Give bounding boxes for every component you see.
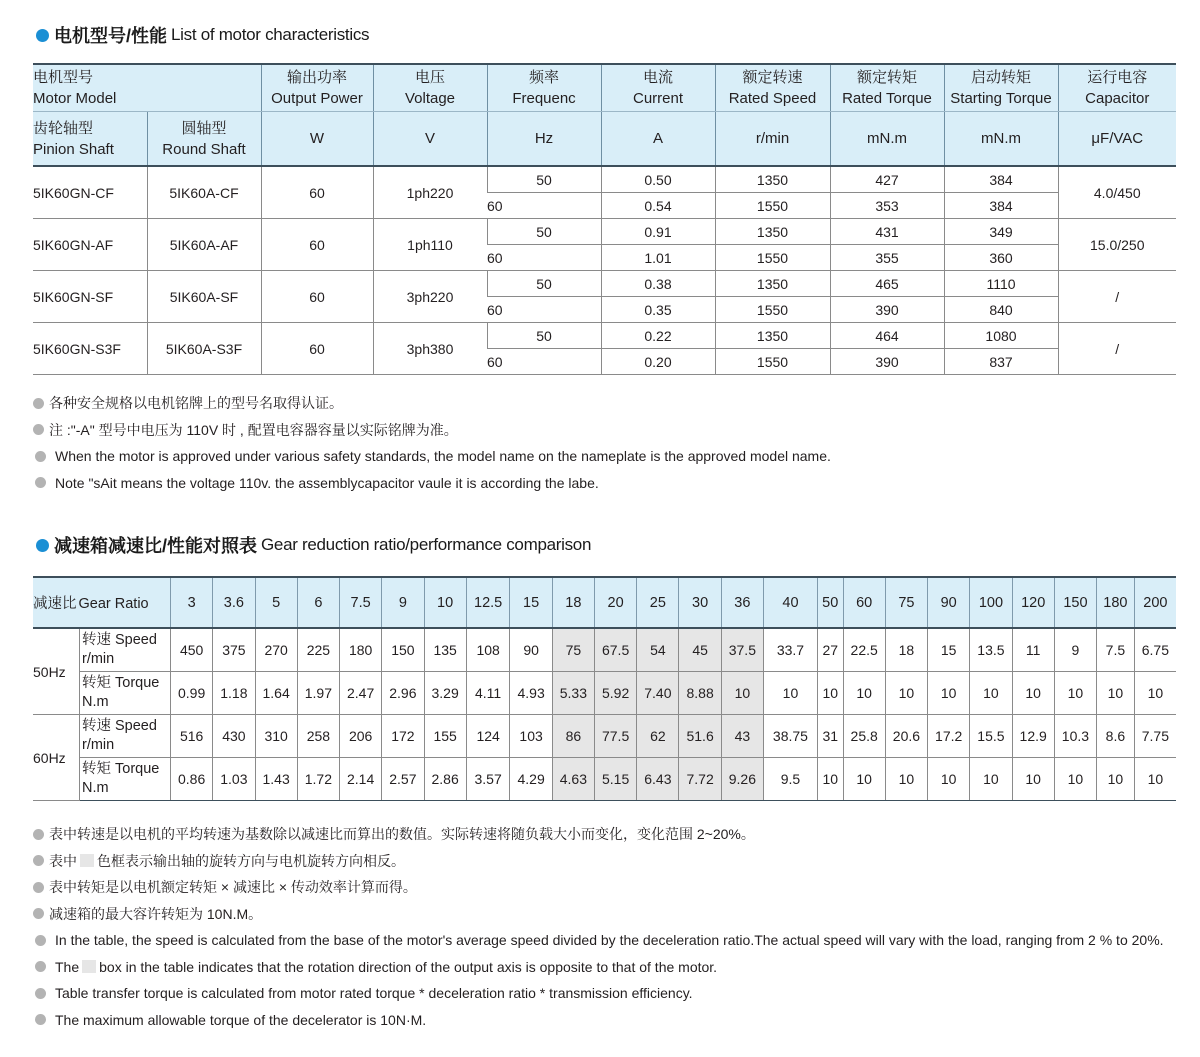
- gear-notes: [33, 821, 1164, 1033]
- value-cell: 13.5: [970, 628, 1012, 672]
- gear-ratio-header-cell: 200: [1134, 577, 1176, 628]
- value-cell: 10: [1054, 758, 1096, 801]
- current-cell: 0.38: [601, 271, 715, 297]
- value-cell: 10: [721, 672, 763, 715]
- value-cell: 7.40: [637, 672, 679, 715]
- value-cell: 1.18: [213, 672, 255, 715]
- motor-subheader-row: [33, 112, 1176, 167]
- table-row: [33, 672, 1176, 715]
- gear-ratio-header-cell: 10: [424, 577, 466, 628]
- frequency-cell: 50: [487, 166, 601, 193]
- gear-ratio-header-cell: 100: [970, 577, 1012, 628]
- current-cell: 0.22: [601, 323, 715, 349]
- frequency-label: 50Hz: [33, 628, 80, 715]
- value-cell: 2.14: [340, 758, 382, 801]
- unit-speed: r/min: [715, 112, 830, 167]
- power-cell: 60: [261, 219, 373, 271]
- value-cell: 0.86: [171, 758, 213, 801]
- bullet-icon: [33, 908, 44, 919]
- value-cell: 150: [382, 628, 424, 672]
- voltage-cell: 3ph380: [373, 323, 487, 375]
- value-cell: 258: [297, 715, 339, 758]
- header-output-power: 输出功率 Output Power: [261, 64, 373, 112]
- value-cell: 86: [552, 715, 594, 758]
- gear-ratio-header-cell: 6: [297, 577, 339, 628]
- value-cell: 450: [171, 628, 213, 672]
- voltage-cell: 1ph110: [373, 219, 487, 271]
- value-cell: 5.15: [594, 758, 636, 801]
- value-cell: 10: [1097, 672, 1135, 715]
- table-row: [33, 219, 1176, 245]
- row-label-en: Torque: [115, 675, 160, 691]
- table-row: [33, 715, 1176, 758]
- current-cell: 0.91: [601, 219, 715, 245]
- value-cell: 22.5: [843, 628, 885, 672]
- row-label: [80, 758, 171, 801]
- speed-cell: 1350: [715, 271, 830, 297]
- list-item: When the motor is approved under various safety standards, the model name on the nameplate is the approved model name.: [33, 443, 831, 470]
- table-row: [33, 758, 1176, 801]
- bullet-icon: [33, 424, 44, 435]
- value-cell: 172: [382, 715, 424, 758]
- value-cell: 5.92: [594, 672, 636, 715]
- value-cell: 51.6: [679, 715, 721, 758]
- pinion-model-cell: 5IK60GN-AF: [33, 219, 147, 271]
- value-cell: 103: [510, 715, 552, 758]
- power-cell: 60: [261, 166, 373, 219]
- list-item: 表中转速是以电机的平均转速为基数除以减速比而算出的数值。实际转速将随负载大小而变化，变化范围 2~20%。: [33, 821, 1164, 848]
- torque-cell: 427: [830, 166, 944, 193]
- torque-cell: 465: [830, 271, 944, 297]
- value-cell: 10: [970, 672, 1012, 715]
- starting-torque-cell: 840: [944, 297, 1058, 323]
- motor-table-body: [33, 166, 1176, 375]
- row-unit: r/min: [82, 737, 115, 753]
- motor-title-cn: 电机型号/性能: [54, 26, 168, 46]
- gear-ratio-header-cell: 30: [679, 577, 721, 628]
- capacitor-cell: 15.0/250: [1058, 219, 1176, 271]
- value-cell: 38.75: [763, 715, 817, 758]
- value-cell: 10: [1134, 672, 1176, 715]
- starting-torque-cell: 384: [944, 193, 1058, 219]
- gear-ratio-header-cell: 180: [1097, 577, 1135, 628]
- unit-frequency: Hz: [487, 112, 601, 167]
- motor-section-title: [36, 22, 369, 48]
- value-cell: 33.7: [763, 628, 817, 672]
- value-cell: 7.72: [679, 758, 721, 801]
- row-label-en: Torque: [115, 761, 160, 777]
- value-cell: 1.97: [297, 672, 339, 715]
- value-cell: 310: [255, 715, 297, 758]
- value-cell: 10: [843, 672, 885, 715]
- gear-ratio-table: [33, 576, 1176, 801]
- capacitor-cell: 4.0/450: [1058, 166, 1176, 219]
- unit-power: W: [261, 112, 373, 167]
- value-cell: 20.6: [885, 715, 927, 758]
- row-label-en: Speed: [115, 718, 157, 734]
- value-cell: 2.86: [424, 758, 466, 801]
- torque-cell: 431: [830, 219, 944, 245]
- list-item: The maximum allowable torque of the decelerator is 10N·M.: [33, 1007, 1164, 1034]
- value-cell: 10: [1054, 672, 1096, 715]
- value-cell: 10: [1134, 758, 1176, 801]
- value-cell: 90: [510, 628, 552, 672]
- bullet-icon: [35, 451, 46, 462]
- value-cell: 1.64: [255, 672, 297, 715]
- gear-ratio-header-cell: 9: [382, 577, 424, 628]
- starting-torque-cell: 360: [944, 245, 1058, 271]
- row-label-cn: 转速: [82, 632, 111, 648]
- torque-cell: 464: [830, 323, 944, 349]
- gear-ratio-header-cell: 40: [763, 577, 817, 628]
- header-frequency: 频率 Frequenc: [487, 64, 601, 112]
- value-cell: 10: [817, 758, 843, 801]
- gear-ratio-header-cell: 15: [510, 577, 552, 628]
- speed-cell: 1550: [715, 349, 830, 375]
- list-item: 各种安全规格以电机铭牌上的型号名取得认证。: [33, 390, 831, 417]
- value-cell: 4.93: [510, 672, 552, 715]
- list-item: 注 :"-A" 型号中电压为 110V 时 , 配置电容器容量以实际铭牌为准。: [33, 417, 831, 444]
- value-cell: 10: [885, 672, 927, 715]
- unit-torque: mN.m: [830, 112, 944, 167]
- torque-cell: 353: [830, 193, 944, 219]
- row-unit: r/min: [82, 651, 115, 667]
- unit-voltage: V: [373, 112, 487, 167]
- list-item: Note "sAit means the voltage 110v. the assemblycapacitor vaule it is according the labe.: [33, 470, 831, 497]
- bullet-icon: [33, 882, 44, 893]
- shaded-box-icon: [82, 960, 96, 973]
- power-cell: 60: [261, 271, 373, 323]
- value-cell: 1.43: [255, 758, 297, 801]
- voltage-cell: 1ph220: [373, 166, 487, 219]
- value-cell: 12.9: [1012, 715, 1054, 758]
- speed-cell: 1550: [715, 245, 830, 271]
- value-cell: 9.26: [721, 758, 763, 801]
- value-cell: 2.57: [382, 758, 424, 801]
- bullet-icon: [35, 477, 46, 488]
- value-cell: 155: [424, 715, 466, 758]
- value-cell: 27: [817, 628, 843, 672]
- frequency-cell: 60: [487, 245, 601, 271]
- bullet-icon: [33, 829, 44, 840]
- bullet-dot-icon: [36, 539, 49, 552]
- bullet-dot-icon: [36, 29, 49, 42]
- row-label-cn: 转速: [82, 718, 111, 734]
- value-cell: 1.03: [213, 758, 255, 801]
- bullet-icon: [35, 935, 46, 946]
- frequency-cell: 60: [487, 349, 601, 375]
- value-cell: 225: [297, 628, 339, 672]
- frequency-cell: 60: [487, 297, 601, 323]
- gear-ratio-header-cell: 36: [721, 577, 763, 628]
- current-cell: 0.20: [601, 349, 715, 375]
- shaded-box-icon: [80, 854, 94, 867]
- value-cell: 10.3: [1054, 715, 1096, 758]
- header-round-shaft: 圆轴型 Round Shaft: [147, 112, 261, 167]
- speed-cell: 1550: [715, 297, 830, 323]
- value-cell: 10: [1012, 672, 1054, 715]
- speed-cell: 1350: [715, 323, 830, 349]
- value-cell: 270: [255, 628, 297, 672]
- pinion-model-cell: 5IK60GN-SF: [33, 271, 147, 323]
- gear-ratio-header-cell: 120: [1012, 577, 1054, 628]
- value-cell: 3.29: [424, 672, 466, 715]
- voltage-cell: 3ph220: [373, 271, 487, 323]
- value-cell: 2.47: [340, 672, 382, 715]
- round-model-cell: 5IK60A-AF: [147, 219, 261, 271]
- power-cell: 60: [261, 323, 373, 375]
- value-cell: 37.5: [721, 628, 763, 672]
- value-cell: 9: [1054, 628, 1096, 672]
- value-cell: 75: [552, 628, 594, 672]
- gear-ratio-header-cell: 18: [552, 577, 594, 628]
- gear-ratio-header-cell: 3: [171, 577, 213, 628]
- round-model-cell: 5IK60A-CF: [147, 166, 261, 219]
- starting-torque-cell: 384: [944, 166, 1058, 193]
- value-cell: 8.88: [679, 672, 721, 715]
- value-cell: 15.5: [970, 715, 1012, 758]
- value-cell: 8.6: [1097, 715, 1135, 758]
- gear-title-en: Gear reduction ratio/performance comparison: [261, 535, 592, 554]
- frequency-cell: 50: [487, 271, 601, 297]
- round-model-cell: 5IK60A-SF: [147, 271, 261, 323]
- row-label-cn: 转矩: [82, 761, 111, 777]
- unit-capacitor: μF/VAC: [1058, 112, 1176, 167]
- value-cell: 124: [466, 715, 510, 758]
- table-row: [33, 628, 1176, 672]
- value-cell: 180: [340, 628, 382, 672]
- current-cell: 0.50: [601, 166, 715, 193]
- gear-ratio-header-cell: 5: [255, 577, 297, 628]
- header-starting-torque: 启动转矩 Starting Torque: [944, 64, 1058, 112]
- value-cell: 10: [1097, 758, 1135, 801]
- value-cell: 6.75: [1134, 628, 1176, 672]
- table-row: [33, 271, 1176, 297]
- value-cell: 45: [679, 628, 721, 672]
- bullet-icon: [35, 961, 46, 972]
- value-cell: 9.5: [763, 758, 817, 801]
- value-cell: 108: [466, 628, 510, 672]
- row-unit: N.m: [82, 694, 109, 710]
- bullet-icon: [35, 988, 46, 999]
- starting-torque-cell: 1080: [944, 323, 1058, 349]
- gear-ratio-header-cell: 90: [928, 577, 970, 628]
- frequency-cell: 60: [487, 193, 601, 219]
- value-cell: 135: [424, 628, 466, 672]
- bullet-icon: [33, 855, 44, 866]
- table-row: [33, 166, 1176, 193]
- value-cell: 77.5: [594, 715, 636, 758]
- value-cell: 206: [340, 715, 382, 758]
- gear-ratio-header-cell: 150: [1054, 577, 1096, 628]
- motor-notes: [33, 390, 831, 496]
- gear-ratio-header-cell: 60: [843, 577, 885, 628]
- capacitor-cell: /: [1058, 271, 1176, 323]
- header-capacitor: 运行电容 Capacitor: [1058, 64, 1176, 112]
- frequency-cell: 50: [487, 219, 601, 245]
- torque-cell: 355: [830, 245, 944, 271]
- gear-ratio-label-en: Gear Ratio: [78, 596, 149, 612]
- value-cell: 10: [928, 758, 970, 801]
- gear-ratio-label: [33, 577, 171, 628]
- gear-ratio-header-cell: 25: [637, 577, 679, 628]
- value-cell: 25.8: [843, 715, 885, 758]
- unit-current: A: [601, 112, 715, 167]
- value-cell: 4.11: [466, 672, 510, 715]
- speed-cell: 1350: [715, 219, 830, 245]
- value-cell: 18: [885, 628, 927, 672]
- gear-ratio-header-cell: 7.5: [340, 577, 382, 628]
- value-cell: 67.5: [594, 628, 636, 672]
- motor-title-en: List of motor characteristics: [171, 25, 370, 44]
- gear-ratio-header-cell: 3.6: [213, 577, 255, 628]
- header-rated-torque: 额定转矩 Rated Torque: [830, 64, 944, 112]
- gear-ratio-header-cell: 50: [817, 577, 843, 628]
- gear-ratio-header-cell: 20: [594, 577, 636, 628]
- value-cell: 2.96: [382, 672, 424, 715]
- torque-cell: 390: [830, 349, 944, 375]
- unit-starting-torque: mN.m: [944, 112, 1058, 167]
- speed-cell: 1350: [715, 166, 830, 193]
- list-item: The box in the table indicates that the rotation direction of the output axis is opposite to that of the motor.: [33, 954, 1164, 981]
- row-label-en: Speed: [115, 632, 157, 648]
- header-pinion-shaft: 齿轮轴型 Pinion Shaft: [33, 112, 147, 167]
- row-unit: N.m: [82, 780, 109, 796]
- speed-cell: 1550: [715, 193, 830, 219]
- value-cell: 62: [637, 715, 679, 758]
- row-label: [80, 715, 171, 758]
- value-cell: 7.5: [1097, 628, 1135, 672]
- value-cell: 516: [171, 715, 213, 758]
- header-current: 电流 Current: [601, 64, 715, 112]
- value-cell: 31: [817, 715, 843, 758]
- list-item: 表中转矩是以电机额定转矩 × 减速比 × 传动效率计算而得。: [33, 874, 1164, 901]
- motor-characteristics-table: [33, 63, 1176, 375]
- list-item: 表中 色框表示输出轴的旋转方向与电机旋转方向相反。: [33, 848, 1164, 875]
- gear-ratio-header-cell: 12.5: [466, 577, 510, 628]
- list-item: In the table, the speed is calculated from the base of the motor's average speed divided by the deceleration ratio.The actual speed will vary with the load, ranging from 2 % to 20%.: [33, 927, 1164, 954]
- pinion-model-cell: 5IK60GN-S3F: [33, 323, 147, 375]
- value-cell: 430: [213, 715, 255, 758]
- pinion-model-cell: 5IK60GN-CF: [33, 166, 147, 219]
- gear-title-cn: 减速箱减速比/性能对照表: [54, 536, 257, 556]
- header-voltage: 电压 Voltage: [373, 64, 487, 112]
- gear-ratio-label-cn: 减速比: [33, 596, 77, 612]
- frequency-label: 60Hz: [33, 715, 80, 801]
- current-cell: 0.54: [601, 193, 715, 219]
- table-row: [33, 323, 1176, 349]
- value-cell: 43: [721, 715, 763, 758]
- value-cell: 54: [637, 628, 679, 672]
- header-motor-model: 电机型号 Motor Model: [33, 64, 261, 112]
- value-cell: 10: [928, 672, 970, 715]
- value-cell: 3.57: [466, 758, 510, 801]
- starting-torque-cell: 349: [944, 219, 1058, 245]
- value-cell: 4.29: [510, 758, 552, 801]
- frequency-cell: 50: [487, 323, 601, 349]
- header-rated-speed: 额定转速 Rated Speed: [715, 64, 830, 112]
- bullet-icon: [33, 398, 44, 409]
- value-cell: 10: [817, 672, 843, 715]
- starting-torque-cell: 1110: [944, 271, 1058, 297]
- current-cell: 1.01: [601, 245, 715, 271]
- capacitor-cell: /: [1058, 323, 1176, 375]
- value-cell: 15: [928, 628, 970, 672]
- gear-ratio-header-cell: 75: [885, 577, 927, 628]
- value-cell: 4.63: [552, 758, 594, 801]
- starting-torque-cell: 837: [944, 349, 1058, 375]
- current-cell: 0.35: [601, 297, 715, 323]
- motor-header-row: [33, 64, 1176, 112]
- value-cell: 10: [843, 758, 885, 801]
- list-item: Table transfer torque is calculated from motor rated torque * deceleration ratio * transmission efficiency.: [33, 980, 1164, 1007]
- value-cell: 10: [1012, 758, 1054, 801]
- value-cell: 10: [970, 758, 1012, 801]
- row-label: [80, 672, 171, 715]
- value-cell: 17.2: [928, 715, 970, 758]
- value-cell: 375: [213, 628, 255, 672]
- row-label: [80, 628, 171, 672]
- value-cell: 10: [763, 672, 817, 715]
- gear-section-title: [36, 532, 591, 558]
- list-item: 减速箱的最大容许转矩为 10N.M。: [33, 901, 1164, 928]
- round-model-cell: 5IK60A-S3F: [147, 323, 261, 375]
- value-cell: 0.99: [171, 672, 213, 715]
- value-cell: 1.72: [297, 758, 339, 801]
- value-cell: 6.43: [637, 758, 679, 801]
- row-label-cn: 转矩: [82, 675, 111, 691]
- torque-cell: 390: [830, 297, 944, 323]
- value-cell: 10: [885, 758, 927, 801]
- value-cell: 5.33: [552, 672, 594, 715]
- value-cell: 11: [1012, 628, 1054, 672]
- bullet-icon: [35, 1014, 46, 1025]
- gear-header-row: [33, 577, 1176, 628]
- value-cell: 7.75: [1134, 715, 1176, 758]
